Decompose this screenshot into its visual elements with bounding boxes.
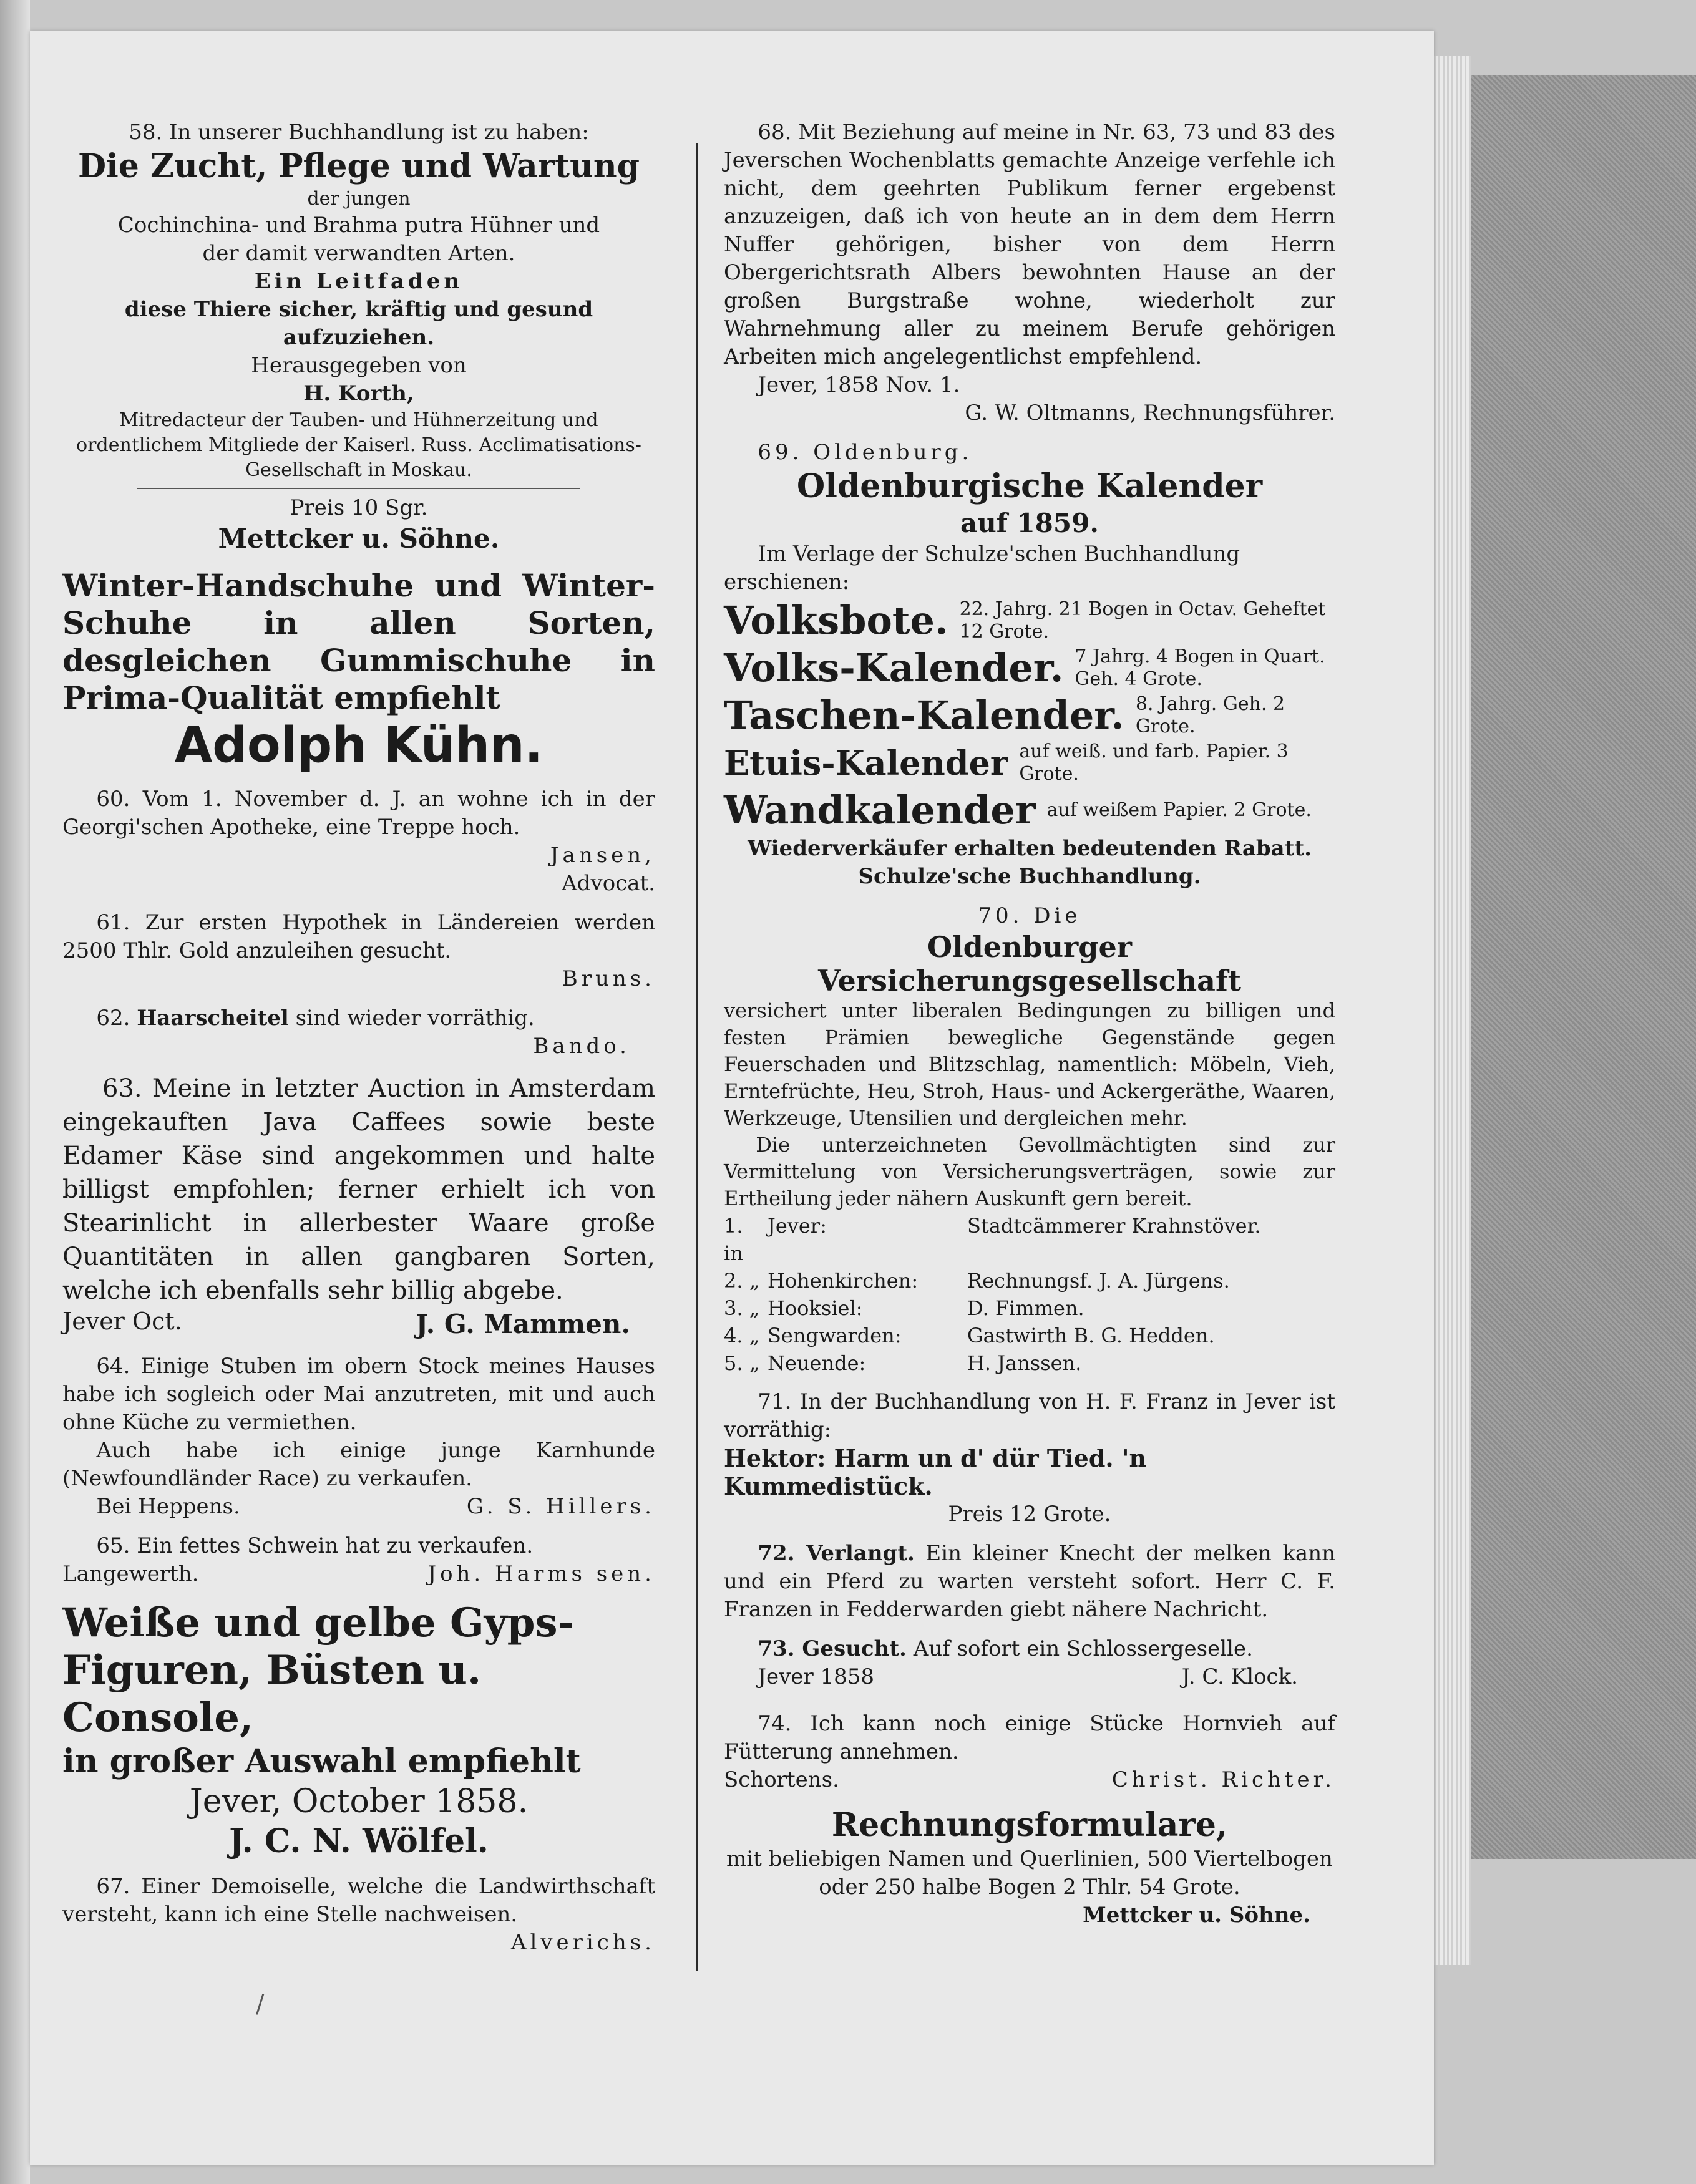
previous-page-edge (0, 0, 30, 2184)
agent-number: 2. „ (724, 1269, 760, 1293)
separator-rule (137, 488, 580, 489)
agent-name: Stadtcämmerer Krahnstöver. (967, 1214, 1261, 1238)
ad-74-signature: Christ. Richter. (1111, 1767, 1335, 1792)
ad-woelfel (62, 1599, 655, 1861)
ad-58 (62, 119, 655, 556)
ad-woelfel-line: in großer Auswahl empfiehlt (62, 1742, 581, 1780)
calendar-description: 22. Jahrg. 21 Bogen in Octav. Geheftet 12 Grote. (959, 598, 1326, 643)
ad-forms-title: Rechnungsformulare, (831, 1806, 1228, 1844)
calendar-description: 8. Jahrg. Geh. 2 Grote. (1135, 693, 1285, 737)
ad-74-place: Schortens. (724, 1767, 839, 1792)
ad-73-signature: J. C. Klock. (1181, 1664, 1298, 1689)
agent-row (724, 1322, 1335, 1349)
ad-58-signature: Mettcker u. Söhne. (218, 523, 500, 554)
ad-62-heading: Haarscheitel (137, 1006, 289, 1031)
agent-place: Neuende: (768, 1351, 866, 1375)
ad-62-number: 62. (96, 1006, 130, 1031)
calendar-name: Etuis-Kalender (724, 743, 1008, 783)
right-column (724, 119, 1335, 1941)
ad-69-subtitle: auf 1859. (960, 508, 1099, 538)
calendar-name: Volksbote. (724, 598, 948, 643)
ad-64 (62, 1352, 655, 1521)
agent-name: H. Janssen. (967, 1351, 1082, 1375)
ad-74-text: 74. Ich kann noch einige Stücke Hornvieh auf Fütterung annehmen. (724, 1711, 1335, 1764)
ad-62-signature: Bando. (533, 1034, 630, 1059)
calendar-row (724, 787, 1335, 833)
ad-69-rebate: Wiederverkäufer erhalten bedeutenden Rabatt. (748, 836, 1312, 861)
agent-row (724, 1294, 1335, 1322)
calendar-row (724, 645, 1335, 691)
column-divider (696, 143, 698, 1971)
ad-64-signature: G. S. Hillers. (466, 1494, 655, 1519)
ad-64-place: Bei Heppens. (96, 1494, 240, 1519)
ad-forms-signature: Mettcker u. Söhne. (1083, 1903, 1310, 1928)
ad-65 (62, 1532, 655, 1588)
calendar-name: Taschen-Kalender. (724, 692, 1124, 738)
ad-67-text: 67. Einer Demoiselle, welche die Landwirthschaft versteht, kann ich eine Stelle nachweisen. (62, 1874, 655, 1927)
ad-68-signature: G. W. Oltmanns, Rechnungsführer. (965, 400, 1335, 425)
ad-58-line: der damit verwandten Arten. (202, 241, 515, 266)
ad-64-text: Auch habe ich einige junge Karnhunde (Newfoundländer Race) zu verkaufen. (62, 1438, 655, 1491)
ad-60-signature: Jansen, (550, 843, 655, 868)
agent-number: 4. „ (724, 1324, 760, 1347)
ad-67 (62, 1873, 655, 1957)
ad-58-line: diese Thiere sicher, kräftig und gesund aufzuziehen. (124, 297, 593, 350)
ad-58-author-description: Mitredacteur der Tauben- und Hühnerzeitung und ordentlichem Mitgliede der Kaiserl. Russ. Acclimatisations-Gesellschaft in Moskau. (76, 409, 641, 481)
ad-woelfel-signature: J. C. N. Wölfel. (229, 1822, 489, 1860)
page-stack-edge (1434, 56, 1471, 1965)
ad-72-text: Ein kleiner Knecht der melken kann und ein Pferd zu warten versteht sofort. Herr C. F. Franzen in Fedderwarden giebt nähere Nachricht. (724, 1541, 1335, 1622)
ad-64-text: 64. Einige Stuben im obern Stock meines Hauses habe ich sogleich oder Mai anzutreten, mit und auch ohne Küche zu vermiethen. (62, 1354, 655, 1435)
agent-row (724, 1212, 1335, 1267)
ad-73 (724, 1635, 1335, 1691)
ad-73-heading: 73. Gesucht. (758, 1636, 907, 1661)
agent-place: Hohenkirchen: (768, 1269, 919, 1293)
agent-row (724, 1267, 1335, 1294)
ad-60-title: Advocat. (562, 871, 655, 896)
ad-63 (62, 1072, 655, 1341)
ad-58-price: Preis 10 Sgr. (290, 495, 428, 520)
ad-71-price: Preis 12 Grote. (948, 1502, 1111, 1526)
ad-67-signature: Alverichs. (510, 1930, 655, 1955)
ad-58-subtitle: Ein Leitfaden (254, 269, 464, 294)
agent-place: Hooksiel: (768, 1296, 863, 1320)
ad-forms-text: mit beliebigen Namen und Querlinien, 500 Viertelbogen oder 250 halbe Bogen 2 Thlr. 54 Grote. (726, 1847, 1333, 1900)
calendar-description: auf weiß. und farb. Papier. 3 Grote. (1019, 740, 1289, 785)
agent-name: Rechnungsf. J. A. Jürgens. (967, 1269, 1230, 1293)
ad-62 (62, 1004, 655, 1060)
agent-place: Sengwarden: (768, 1324, 902, 1347)
ad-71 (724, 1388, 1335, 1528)
pencil-mark: / (256, 1990, 265, 2019)
ad-72 (724, 1540, 1335, 1624)
ad-72-heading: 72. Verlangt. (758, 1541, 915, 1566)
calendar-row (724, 692, 1335, 739)
ad-60-text: 60. Vom 1. November d. J. an wohne ich in der Georgi'schen Apotheke, eine Treppe hoch. (62, 787, 655, 840)
ad-68-date: Jever, 1858 Nov. 1. (758, 372, 960, 397)
ad-69-title: Oldenburgische Kalender (796, 467, 1263, 505)
agent-name: Gastwirth B. G. Hedden. (967, 1324, 1215, 1347)
ad-65-place: Langewerth. (62, 1561, 199, 1586)
ad-63-place: Jever Oct. (62, 1308, 182, 1335)
ad-74 (724, 1710, 1335, 1794)
left-column (62, 119, 655, 1968)
ad-65-signature: Joh. Harms sen. (427, 1561, 655, 1586)
calendar-description: 7 Jahrg. 4 Bogen in Quart. Geh. 4 Grote. (1075, 646, 1325, 690)
calendar-name: Wandkalender (724, 787, 1036, 833)
ad-kuehn (62, 567, 655, 774)
ad-69 (724, 439, 1335, 891)
ad-70-title: Oldenburger Versicherungsgesellschaft (818, 930, 1241, 997)
ad-65-text: 65. Ein fettes Schwein hat zu verkaufen. (96, 1533, 534, 1558)
ad-woelfel-date: Jever, October 1858. (189, 1783, 529, 1820)
ad-58-author: H. Korth, (303, 381, 414, 406)
ad-69-signature: Schulze'sche Buchhandlung. (858, 864, 1201, 889)
ad-60 (62, 785, 655, 898)
ad-58-intro: 58. In unserer Buchhandlung ist zu haben: (129, 120, 589, 145)
agent-number: 3. „ (724, 1296, 760, 1320)
ad-69-intro: Im Verlage der Schulze'schen Buchhandlung erschienen: (724, 541, 1240, 595)
agent-number: 1. in (724, 1214, 743, 1265)
ad-68 (724, 119, 1335, 427)
ad-58-line: Cochinchina- und Brahma putra Hühner und (117, 213, 600, 238)
ad-69-heading: 69. Oldenburg. (758, 440, 973, 465)
ad-61-text: 61. Zur ersten Hypothek in Ländereien werden 2500 Thlr. Gold anzuleihen gesucht. (62, 910, 655, 963)
ad-58-title: Die Zucht, Pflege und Wartung (77, 147, 640, 185)
agent-row (724, 1349, 1335, 1377)
agent-number: 5. „ (724, 1351, 760, 1375)
ad-63-signature: J. G. Mammen. (416, 1309, 630, 1339)
ad-71-text: 71. In der Buchhandlung von H. F. Franz in Jever ist vorräthig: (724, 1389, 1335, 1442)
ad-61-signature: Bruns. (562, 966, 655, 991)
ad-woelfel-line: Figuren, Büsten u. Console, (62, 1647, 482, 1741)
calendar-description: auf weißem Papier. 2 Grote. (1046, 799, 1312, 821)
ad-58-line: der jungen (307, 188, 411, 210)
ad-70-text: Die unterzeichneten Gevollmächtigten sind zur Vermittelung von Versicherungsverträgen, sowie zur Ertheilung jeder nähern Auskunft gern bereit. (724, 1133, 1335, 1210)
agent-place: Jever: (768, 1214, 827, 1238)
ad-63-text: 63. Meine in letzter Auction in Amsterdam eingekauften Java Caffees sowie beste Edamer Käse sind angekommen und halte billigst empfohlen; ferner erhielt ich von Stearinlicht in allerbester Waare große Quantitäten in allen gangbaren Sorten, welche ich ebenfalls sehr billig abgebe. (62, 1074, 655, 1305)
ad-70 (724, 902, 1335, 1377)
ad-kuehn-text: Winter-Handschuhe und Winter-Schuhe in allen Sorten, desgleichen Gummischuhe in Prima-Qualität empfiehlt (62, 567, 655, 716)
ad-woelfel-line: Weiße und gelbe Gyps- (62, 1599, 575, 1646)
ad-62-text: sind wieder vorräthig. (295, 1006, 535, 1031)
book-cover (1471, 75, 1696, 1859)
ad-58-line: Herausgegeben von (251, 353, 467, 378)
ad-kuehn-name: Adolph Kühn. (174, 717, 543, 774)
ad-61 (62, 909, 655, 993)
calendar-row (724, 598, 1335, 644)
ad-68-text: 68. Mit Beziehung auf meine in Nr. 63, 73 und 83 des Jeverschen Wochenblatts gemachte Anzeige verfehle ich nicht, dem geehrten Publikum ferner ergebenst anzuzeigen, daß ich von heute an in dem dem Herrn Nuffer gehörigen, bisher von dem Herrn Obergerichtsrath Albers bewohnten Hause an der großen Burgstraße wohne, wiederholt zur Wahrnehmung aller zu meinem Berufe gehörigen Arbeiten mich angelegentlichst empfehlend. (724, 120, 1335, 369)
ad-71-title: Hektor: Harm un d' dür Tied. 'n Kummedistück. (724, 1444, 1147, 1500)
ad-73-place: Jever 1858 (758, 1664, 875, 1689)
agent-name: D. Fimmen. (967, 1296, 1084, 1320)
calendar-name: Volks-Kalender. (724, 645, 1064, 691)
calendar-row (724, 740, 1335, 786)
ad-70-heading: 70. Die (978, 903, 1081, 928)
ad-70-text: versichert unter liberalen Bedingungen zu billigen und festen Prämien bewegliche Gegenstände gegen Feuerschaden und Blitzschlag, namentlich: Möbeln, Vieh, Erntefrüchte, Heu, Stroh, Haus- und Ackergeräthe, Waaren, Werkzeuge, Utensilien und dergleichen mehr. (724, 999, 1335, 1130)
ad-73-text: Auf sofort ein Schlossergeselle. (913, 1636, 1253, 1661)
ad-forms (724, 1805, 1335, 1929)
